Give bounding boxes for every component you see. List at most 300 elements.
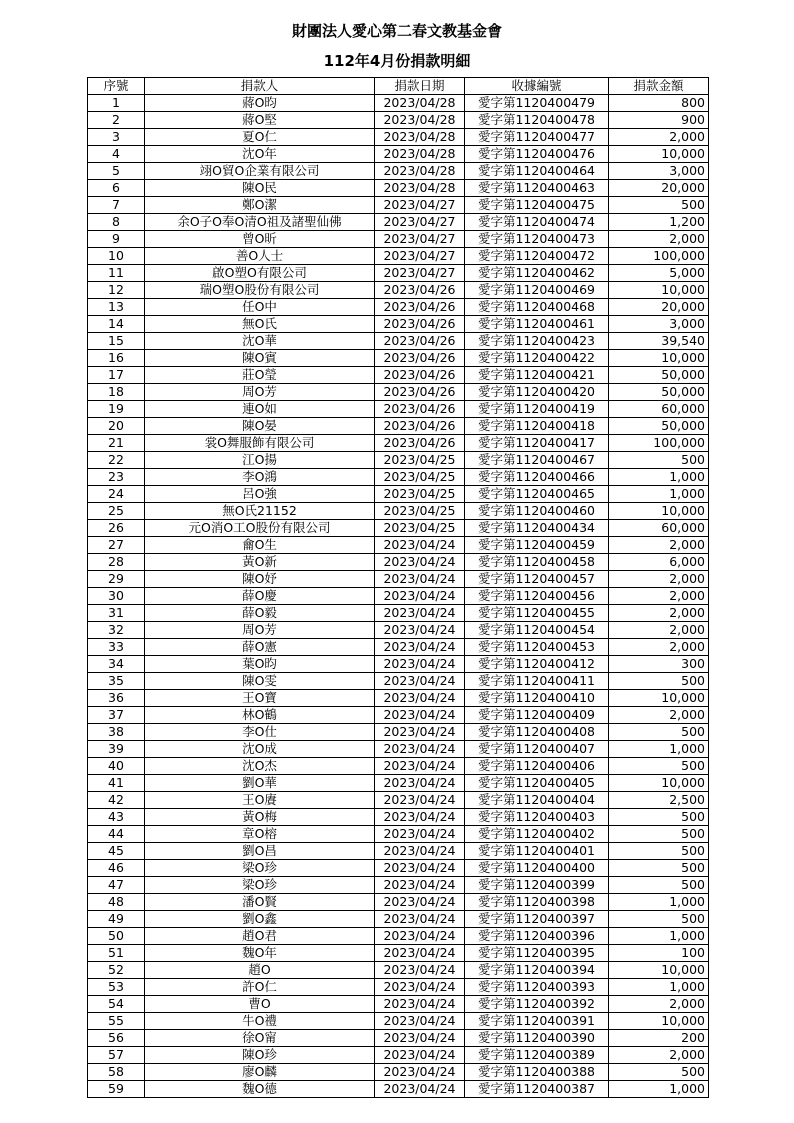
table-row — [88, 146, 709, 163]
table-row — [88, 537, 709, 554]
cell-date: 2023/04/24 — [375, 911, 465, 928]
cell-date: 2023/04/24 — [375, 962, 465, 979]
table-row — [88, 1064, 709, 1081]
cell-donor: 魏O年 — [145, 945, 375, 962]
table-row — [88, 95, 709, 112]
cell-date: 2023/04/26 — [375, 435, 465, 452]
cell-serial: 56 — [88, 1030, 145, 1047]
cell-receipt: 愛字第1120400402 — [465, 826, 609, 843]
cell-donor: 周O芳 — [145, 622, 375, 639]
table-row — [88, 843, 709, 860]
table-row — [88, 129, 709, 146]
cell-donor: 牛O禮 — [145, 1013, 375, 1030]
table-row — [88, 945, 709, 962]
cell-serial: 48 — [88, 894, 145, 911]
cell-receipt: 愛字第1120400388 — [465, 1064, 609, 1081]
cell-amount: 500 — [609, 911, 709, 928]
cell-donor: 裳O舞服飾有限公司 — [145, 435, 375, 452]
cell-receipt: 愛字第1120400391 — [465, 1013, 609, 1030]
cell-amount: 2,000 — [609, 622, 709, 639]
cell-receipt: 愛字第1120400474 — [465, 214, 609, 231]
cell-serial: 58 — [88, 1064, 145, 1081]
cell-serial: 3 — [88, 129, 145, 146]
cell-donor: 呂O強 — [145, 486, 375, 503]
table-row — [88, 826, 709, 843]
cell-donor: 陳O晏 — [145, 418, 375, 435]
table-row — [88, 180, 709, 197]
cell-amount: 500 — [609, 1064, 709, 1081]
cell-date: 2023/04/28 — [375, 95, 465, 112]
cell-amount: 2,000 — [609, 231, 709, 248]
cell-date: 2023/04/26 — [375, 401, 465, 418]
cell-serial: 47 — [88, 877, 145, 894]
cell-amount: 5,000 — [609, 265, 709, 282]
cell-date: 2023/04/24 — [375, 1030, 465, 1047]
cell-donor: 魏O德 — [145, 1081, 375, 1098]
table-row — [88, 554, 709, 571]
cell-serial: 50 — [88, 928, 145, 945]
cell-date: 2023/04/28 — [375, 163, 465, 180]
cell-date: 2023/04/27 — [375, 197, 465, 214]
cell-date: 2023/04/24 — [375, 979, 465, 996]
cell-date: 2023/04/24 — [375, 605, 465, 622]
cell-receipt: 愛字第1120400468 — [465, 299, 609, 316]
table-row — [88, 622, 709, 639]
cell-receipt: 愛字第1120400406 — [465, 758, 609, 775]
cell-amount: 3,000 — [609, 163, 709, 180]
cell-serial: 43 — [88, 809, 145, 826]
cell-receipt: 愛字第1120400404 — [465, 792, 609, 809]
table-row — [88, 333, 709, 350]
cell-receipt: 愛字第1120400476 — [465, 146, 609, 163]
cell-donor: 李O鴻 — [145, 469, 375, 486]
cell-amount: 50,000 — [609, 367, 709, 384]
cell-receipt: 愛字第1120400419 — [465, 401, 609, 418]
cell-serial: 19 — [88, 401, 145, 418]
cell-donor: 龠O生 — [145, 537, 375, 554]
cell-receipt: 愛字第1120400397 — [465, 911, 609, 928]
cell-date: 2023/04/24 — [375, 673, 465, 690]
cell-donor: 潘O賢 — [145, 894, 375, 911]
cell-donor: 無O氏 — [145, 316, 375, 333]
cell-date: 2023/04/24 — [375, 996, 465, 1013]
table-row — [88, 469, 709, 486]
cell-donor: 趙O — [145, 962, 375, 979]
cell-serial: 18 — [88, 384, 145, 401]
cell-receipt: 愛字第1120400475 — [465, 197, 609, 214]
cell-amount: 2,000 — [609, 605, 709, 622]
table-row — [88, 282, 709, 299]
cell-donor: 曾O昕 — [145, 231, 375, 248]
cell-amount: 1,000 — [609, 979, 709, 996]
table-row — [88, 214, 709, 231]
cell-serial: 17 — [88, 367, 145, 384]
table-row — [88, 724, 709, 741]
cell-serial: 30 — [88, 588, 145, 605]
cell-date: 2023/04/26 — [375, 350, 465, 367]
cell-amount: 2,000 — [609, 1047, 709, 1064]
cell-donor: 王O賡 — [145, 792, 375, 809]
cell-amount: 1,000 — [609, 1081, 709, 1098]
cell-serial: 26 — [88, 520, 145, 537]
cell-amount: 100 — [609, 945, 709, 962]
cell-receipt: 愛字第1120400390 — [465, 1030, 609, 1047]
cell-date: 2023/04/24 — [375, 758, 465, 775]
cell-amount: 500 — [609, 809, 709, 826]
table-row — [88, 894, 709, 911]
table-row — [88, 1030, 709, 1047]
cell-receipt: 愛字第1120400420 — [465, 384, 609, 401]
cell-donor: 無O氏21152 — [145, 503, 375, 520]
cell-date: 2023/04/24 — [375, 690, 465, 707]
cell-receipt: 愛字第1120400477 — [465, 129, 609, 146]
cell-serial: 2 — [88, 112, 145, 129]
cell-amount: 300 — [609, 656, 709, 673]
cell-date: 2023/04/26 — [375, 316, 465, 333]
cell-receipt: 愛字第1120400395 — [465, 945, 609, 962]
cell-receipt: 愛字第1120400401 — [465, 843, 609, 860]
cell-date: 2023/04/26 — [375, 299, 465, 316]
cell-donor: 劉O昌 — [145, 843, 375, 860]
cell-donor: 曹O — [145, 996, 375, 1013]
cell-amount: 2,000 — [609, 639, 709, 656]
table-row — [88, 265, 709, 282]
cell-donor: 蔣O堅 — [145, 112, 375, 129]
cell-date: 2023/04/28 — [375, 146, 465, 163]
cell-receipt: 愛字第1120400434 — [465, 520, 609, 537]
cell-date: 2023/04/24 — [375, 826, 465, 843]
table-row — [88, 775, 709, 792]
cell-amount: 100,000 — [609, 248, 709, 265]
cell-amount: 500 — [609, 877, 709, 894]
table-row — [88, 1047, 709, 1064]
table-row — [88, 588, 709, 605]
cell-donor: 梁O珍 — [145, 877, 375, 894]
cell-serial: 1 — [88, 95, 145, 112]
cell-receipt: 愛字第1120400418 — [465, 418, 609, 435]
cell-amount: 500 — [609, 197, 709, 214]
cell-receipt: 愛字第1120400463 — [465, 180, 609, 197]
cell-date: 2023/04/27 — [375, 265, 465, 282]
cell-date: 2023/04/24 — [375, 894, 465, 911]
table-row — [88, 1013, 709, 1030]
cell-donor: 沈O杰 — [145, 758, 375, 775]
table-row — [88, 911, 709, 928]
cell-amount: 100,000 — [609, 435, 709, 452]
cell-date: 2023/04/24 — [375, 843, 465, 860]
cell-amount: 2,000 — [609, 537, 709, 554]
cell-amount: 10,000 — [609, 282, 709, 299]
cell-amount: 2,000 — [609, 588, 709, 605]
cell-date: 2023/04/24 — [375, 809, 465, 826]
cell-serial: 29 — [88, 571, 145, 588]
cell-amount: 60,000 — [609, 401, 709, 418]
cell-donor: 沈O年 — [145, 146, 375, 163]
cell-amount: 60,000 — [609, 520, 709, 537]
table-row — [88, 503, 709, 520]
cell-serial: 40 — [88, 758, 145, 775]
cell-donor: 葉O昀 — [145, 656, 375, 673]
table-row — [88, 605, 709, 622]
cell-serial: 28 — [88, 554, 145, 571]
table-row — [88, 962, 709, 979]
table-row — [88, 707, 709, 724]
cell-date: 2023/04/24 — [375, 537, 465, 554]
cell-receipt: 愛字第1120400393 — [465, 979, 609, 996]
table-row — [88, 979, 709, 996]
cell-receipt: 愛字第1120400454 — [465, 622, 609, 639]
column-header-date: 捐款日期 — [375, 78, 465, 95]
table-row — [88, 673, 709, 690]
cell-amount: 900 — [609, 112, 709, 129]
cell-serial: 46 — [88, 860, 145, 877]
cell-receipt: 愛字第1120400423 — [465, 333, 609, 350]
cell-amount: 800 — [609, 95, 709, 112]
cell-receipt: 愛字第1120400392 — [465, 996, 609, 1013]
cell-donor: 陳O民 — [145, 180, 375, 197]
cell-date: 2023/04/28 — [375, 129, 465, 146]
cell-receipt: 愛字第1120400469 — [465, 282, 609, 299]
cell-date: 2023/04/24 — [375, 588, 465, 605]
table-row — [88, 571, 709, 588]
cell-amount: 500 — [609, 673, 709, 690]
cell-amount: 1,000 — [609, 894, 709, 911]
cell-serial: 13 — [88, 299, 145, 316]
cell-date: 2023/04/24 — [375, 1013, 465, 1030]
table-row — [88, 248, 709, 265]
table-row — [88, 316, 709, 333]
cell-date: 2023/04/24 — [375, 724, 465, 741]
table-row — [88, 486, 709, 503]
table-row — [88, 639, 709, 656]
cell-date: 2023/04/24 — [375, 1047, 465, 1064]
cell-date: 2023/04/24 — [375, 571, 465, 588]
cell-date: 2023/04/27 — [375, 214, 465, 231]
table-row — [88, 452, 709, 469]
cell-amount: 500 — [609, 843, 709, 860]
cell-serial: 31 — [88, 605, 145, 622]
donation-table — [87, 77, 709, 1098]
cell-donor: 徐O甯 — [145, 1030, 375, 1047]
cell-amount: 10,000 — [609, 350, 709, 367]
cell-serial: 5 — [88, 163, 145, 180]
cell-receipt: 愛字第1120400465 — [465, 486, 609, 503]
cell-receipt: 愛字第1120400473 — [465, 231, 609, 248]
cell-donor: 陳O雯 — [145, 673, 375, 690]
cell-receipt: 愛字第1120400403 — [465, 809, 609, 826]
cell-amount: 1,200 — [609, 214, 709, 231]
cell-receipt: 愛字第1120400460 — [465, 503, 609, 520]
cell-receipt: 愛字第1120400387 — [465, 1081, 609, 1098]
table-row — [88, 418, 709, 435]
table-row — [88, 350, 709, 367]
cell-date: 2023/04/24 — [375, 656, 465, 673]
cell-receipt: 愛字第1120400394 — [465, 962, 609, 979]
cell-serial: 10 — [88, 248, 145, 265]
cell-serial: 57 — [88, 1047, 145, 1064]
table-row — [88, 877, 709, 894]
cell-donor: 梁O珍 — [145, 860, 375, 877]
cell-donor: 周O芳 — [145, 384, 375, 401]
cell-date: 2023/04/24 — [375, 1081, 465, 1098]
cell-amount: 2,000 — [609, 707, 709, 724]
cell-serial: 39 — [88, 741, 145, 758]
cell-date: 2023/04/24 — [375, 707, 465, 724]
table-row — [88, 792, 709, 809]
cell-receipt: 愛字第1120400412 — [465, 656, 609, 673]
cell-receipt: 愛字第1120400398 — [465, 894, 609, 911]
table-row — [88, 112, 709, 129]
org-title: 財團法人愛心第二春文教基金會 — [291, 22, 502, 40]
cell-serial: 55 — [88, 1013, 145, 1030]
cell-receipt: 愛字第1120400461 — [465, 316, 609, 333]
cell-amount: 500 — [609, 452, 709, 469]
cell-receipt: 愛字第1120400462 — [465, 265, 609, 282]
cell-donor: 黃O新 — [145, 554, 375, 571]
cell-date: 2023/04/24 — [375, 554, 465, 571]
cell-date: 2023/04/25 — [375, 469, 465, 486]
cell-receipt: 愛字第1120400458 — [465, 554, 609, 571]
cell-date: 2023/04/24 — [375, 860, 465, 877]
cell-amount: 20,000 — [609, 180, 709, 197]
cell-donor: 莊O瑩 — [145, 367, 375, 384]
cell-serial: 27 — [88, 537, 145, 554]
cell-amount: 2,000 — [609, 571, 709, 588]
cell-donor: 章O榕 — [145, 826, 375, 843]
cell-donor: 善O人士 — [145, 248, 375, 265]
page-title: 112年4月份捐款明細 — [323, 52, 471, 70]
cell-date: 2023/04/24 — [375, 792, 465, 809]
cell-donor: 沈O成 — [145, 741, 375, 758]
cell-serial: 8 — [88, 214, 145, 231]
cell-receipt: 愛字第1120400409 — [465, 707, 609, 724]
cell-receipt: 愛字第1120400408 — [465, 724, 609, 741]
table-row — [88, 299, 709, 316]
table-row — [88, 741, 709, 758]
cell-serial: 23 — [88, 469, 145, 486]
column-header-receipt: 收據編號 — [465, 78, 609, 95]
cell-serial: 11 — [88, 265, 145, 282]
cell-amount: 1,000 — [609, 469, 709, 486]
cell-serial: 24 — [88, 486, 145, 503]
cell-date: 2023/04/25 — [375, 486, 465, 503]
cell-receipt: 愛字第1120400421 — [465, 367, 609, 384]
cell-serial: 34 — [88, 656, 145, 673]
cell-serial: 32 — [88, 622, 145, 639]
cell-serial: 53 — [88, 979, 145, 996]
cell-serial: 41 — [88, 775, 145, 792]
cell-date: 2023/04/24 — [375, 928, 465, 945]
cell-date: 2023/04/27 — [375, 248, 465, 265]
cell-donor: 薛O憲 — [145, 639, 375, 656]
table-row — [88, 996, 709, 1013]
table-row — [88, 163, 709, 180]
table-row — [88, 520, 709, 537]
cell-receipt: 愛字第1120400466 — [465, 469, 609, 486]
cell-date: 2023/04/27 — [375, 231, 465, 248]
cell-date: 2023/04/24 — [375, 945, 465, 962]
cell-amount: 2,500 — [609, 792, 709, 809]
cell-date: 2023/04/26 — [375, 384, 465, 401]
cell-receipt: 愛字第1120400396 — [465, 928, 609, 945]
cell-amount: 1,000 — [609, 486, 709, 503]
cell-amount: 6,000 — [609, 554, 709, 571]
cell-donor: 黃O梅 — [145, 809, 375, 826]
cell-receipt: 愛字第1120400417 — [465, 435, 609, 452]
cell-donor: 鄭O潔 — [145, 197, 375, 214]
cell-donor: 蔣O昀 — [145, 95, 375, 112]
cell-donor: 劉O華 — [145, 775, 375, 792]
cell-amount: 500 — [609, 860, 709, 877]
cell-amount: 1,000 — [609, 741, 709, 758]
cell-amount: 500 — [609, 758, 709, 775]
cell-amount: 10,000 — [609, 146, 709, 163]
cell-donor: 夏O仁 — [145, 129, 375, 146]
cell-amount: 1,000 — [609, 928, 709, 945]
cell-receipt: 愛字第1120400472 — [465, 248, 609, 265]
table-row — [88, 656, 709, 673]
cell-serial: 44 — [88, 826, 145, 843]
cell-donor: 李O仕 — [145, 724, 375, 741]
cell-serial: 37 — [88, 707, 145, 724]
cell-receipt: 愛字第1120400478 — [465, 112, 609, 129]
cell-serial: 35 — [88, 673, 145, 690]
cell-serial: 9 — [88, 231, 145, 248]
cell-serial: 6 — [88, 180, 145, 197]
table-row — [88, 401, 709, 418]
cell-amount: 3,000 — [609, 316, 709, 333]
cell-date: 2023/04/25 — [375, 452, 465, 469]
table-row — [88, 690, 709, 707]
cell-donor: 薛O慶 — [145, 588, 375, 605]
cell-serial: 4 — [88, 146, 145, 163]
cell-amount: 50,000 — [609, 418, 709, 435]
cell-amount: 10,000 — [609, 775, 709, 792]
table-row — [88, 231, 709, 248]
cell-date: 2023/04/24 — [375, 877, 465, 894]
cell-receipt: 愛字第1120400455 — [465, 605, 609, 622]
cell-donor: 劉O鑫 — [145, 911, 375, 928]
cell-amount: 10,000 — [609, 962, 709, 979]
cell-serial: 14 — [88, 316, 145, 333]
cell-serial: 52 — [88, 962, 145, 979]
cell-receipt: 愛字第1120400410 — [465, 690, 609, 707]
table-row — [88, 435, 709, 452]
cell-receipt: 愛字第1120400407 — [465, 741, 609, 758]
table-row — [88, 928, 709, 945]
cell-serial: 51 — [88, 945, 145, 962]
cell-donor: 任O中 — [145, 299, 375, 316]
cell-donor: 陳O珍 — [145, 1047, 375, 1064]
cell-donor: 廖O麟 — [145, 1064, 375, 1081]
cell-amount: 200 — [609, 1030, 709, 1047]
table-row — [88, 384, 709, 401]
cell-serial: 16 — [88, 350, 145, 367]
cell-receipt: 愛字第1120400405 — [465, 775, 609, 792]
cell-serial: 54 — [88, 996, 145, 1013]
cell-donor: 江O揚 — [145, 452, 375, 469]
cell-receipt: 愛字第1120400467 — [465, 452, 609, 469]
cell-serial: 45 — [88, 843, 145, 860]
cell-receipt: 愛字第1120400422 — [465, 350, 609, 367]
table-row — [88, 860, 709, 877]
cell-receipt: 愛字第1120400456 — [465, 588, 609, 605]
cell-serial: 7 — [88, 197, 145, 214]
cell-amount: 10,000 — [609, 503, 709, 520]
cell-donor: 趙O君 — [145, 928, 375, 945]
cell-receipt: 愛字第1120400453 — [465, 639, 609, 656]
cell-date: 2023/04/28 — [375, 180, 465, 197]
